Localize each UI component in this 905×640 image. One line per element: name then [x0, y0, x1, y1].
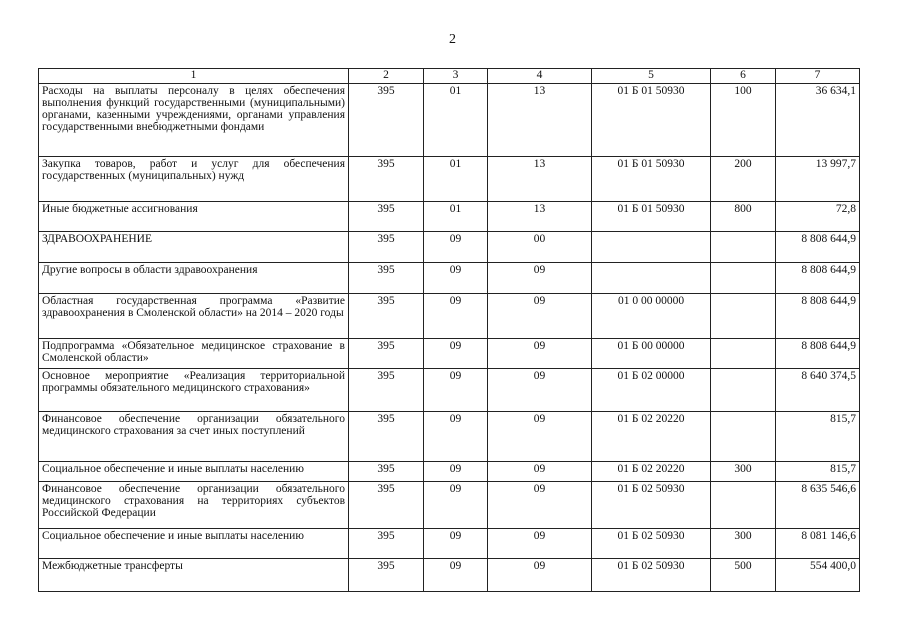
row-expense-type-cell: [711, 294, 776, 339]
row-target-item-cell: 01 Б 01 50930: [592, 202, 711, 232]
table-row: [39, 529, 860, 559]
row-section-cell: 09: [424, 529, 488, 559]
row-target-item-cell: 01 Б 02 00000: [592, 369, 711, 412]
row-expense-type-cell: 500: [711, 559, 776, 592]
header-cell-name: 1: [39, 69, 349, 84]
row-amount-cell: 8 808 644,9: [776, 339, 860, 369]
row-target-item-cell: 01 Б 00 00000: [592, 339, 711, 369]
row-expense-type-cell: [711, 369, 776, 412]
row-name-cell: Финансовое обеспечение организации обязательного медицинского страхования за счет иных поступлений: [39, 412, 349, 462]
row-amount-cell: 8 635 546,6: [776, 482, 860, 529]
row-amount-cell: 554 400,0: [776, 559, 860, 592]
row-grbs-cell: 395: [349, 529, 424, 559]
row-section-cell: 09: [424, 339, 488, 369]
row-amount-cell: 8 808 644,9: [776, 232, 860, 263]
row-section-cell: 09: [424, 263, 488, 294]
row-subsection-cell: 09: [488, 263, 592, 294]
header-cell-amount: 7: [776, 69, 860, 84]
row-expense-type-cell: [711, 412, 776, 462]
row-subsection-cell: 13: [488, 84, 592, 157]
row-amount-cell: 13 997,7: [776, 157, 860, 202]
row-expense-type-cell: [711, 263, 776, 294]
header-cell-subsection: 4: [488, 69, 592, 84]
row-section-cell: 09: [424, 294, 488, 339]
table-row: [39, 294, 860, 339]
row-section-cell: 01: [424, 202, 488, 232]
row-target-item-cell: 01 Б 02 50930: [592, 482, 711, 529]
table-row: [39, 339, 860, 369]
table-row: [39, 263, 860, 294]
header-cell-section: 3: [424, 69, 488, 84]
row-subsection-cell: 13: [488, 157, 592, 202]
table-row: [39, 462, 860, 482]
row-expense-type-cell: [711, 482, 776, 529]
row-name-cell: ЗДРАВООХРАНЕНИЕ: [39, 232, 349, 263]
row-grbs-cell: 395: [349, 369, 424, 412]
table-row: [39, 157, 860, 202]
row-subsection-cell: 09: [488, 559, 592, 592]
table-row: [39, 84, 860, 157]
row-name-cell: Социальное обеспечение и иные выплаты населению: [39, 462, 349, 482]
row-section-cell: 09: [424, 559, 488, 592]
row-grbs-cell: 395: [349, 559, 424, 592]
row-name-cell: Областная государственная программа «Развитие здравоохранения в Смоленской области» на 2014 – 2020 годы: [39, 294, 349, 339]
row-target-item-cell: 01 Б 02 50930: [592, 559, 711, 592]
row-target-item-cell: 01 Б 02 20220: [592, 412, 711, 462]
row-expense-type-cell: [711, 232, 776, 263]
row-section-cell: 09: [424, 369, 488, 412]
row-section-cell: 09: [424, 482, 488, 529]
row-expense-type-cell: 200: [711, 157, 776, 202]
row-section-cell: 09: [424, 462, 488, 482]
row-amount-cell: 8 640 374,5: [776, 369, 860, 412]
row-subsection-cell: 09: [488, 294, 592, 339]
budget-table: [38, 68, 860, 592]
row-grbs-cell: 395: [349, 202, 424, 232]
row-subsection-cell: 09: [488, 339, 592, 369]
row-target-item-cell: 01 Б 01 50930: [592, 157, 711, 202]
row-name-cell: Социальное обеспечение и иные выплаты населению: [39, 529, 349, 559]
row-grbs-cell: 395: [349, 412, 424, 462]
table-row: [39, 482, 860, 529]
row-target-item-cell: [592, 263, 711, 294]
row-name-cell: Расходы на выплаты персоналу в целях обеспечения выполнения функций государственными (муниципальными) органами, казенными учреждениями, органами управления государственными внебюджетными фондами: [39, 84, 349, 157]
row-grbs-cell: 395: [349, 157, 424, 202]
row-target-item-cell: 01 0 00 00000: [592, 294, 711, 339]
row-expense-type-cell: 100: [711, 84, 776, 157]
row-name-cell: Другие вопросы в области здравоохранения: [39, 263, 349, 294]
row-section-cell: 01: [424, 84, 488, 157]
row-subsection-cell: 13: [488, 202, 592, 232]
table-row: [39, 232, 860, 263]
row-section-cell: 01: [424, 157, 488, 202]
row-amount-cell: 72,8: [776, 202, 860, 232]
row-amount-cell: 815,7: [776, 412, 860, 462]
row-grbs-cell: 395: [349, 263, 424, 294]
row-amount-cell: 36 634,1: [776, 84, 860, 157]
row-subsection-cell: 00: [488, 232, 592, 263]
row-grbs-cell: 395: [349, 462, 424, 482]
row-section-cell: 09: [424, 232, 488, 263]
row-name-cell: Основное мероприятие «Реализация территориальной программы обязательного медицинского страхования»: [39, 369, 349, 412]
row-target-item-cell: 01 Б 02 20220: [592, 462, 711, 482]
header-cell-target-item: 5: [592, 69, 711, 84]
table-row: [39, 202, 860, 232]
row-name-cell: Подпрограмма «Обязательное медицинское страхование в Смоленской области»: [39, 339, 349, 369]
row-grbs-cell: 395: [349, 339, 424, 369]
row-expense-type-cell: [711, 339, 776, 369]
table-row: [39, 559, 860, 592]
row-expense-type-cell: 800: [711, 202, 776, 232]
row-amount-cell: 8 081 146,6: [776, 529, 860, 559]
row-target-item-cell: 01 Б 01 50930: [592, 84, 711, 157]
row-name-cell: Закупка товаров, работ и услуг для обеспечения государственных (муниципальных) нужд: [39, 157, 349, 202]
row-expense-type-cell: 300: [711, 529, 776, 559]
row-amount-cell: 8 808 644,9: [776, 294, 860, 339]
header-cell-expense-type: 6: [711, 69, 776, 84]
row-amount-cell: 815,7: [776, 462, 860, 482]
row-name-cell: Финансовое обеспечение организации обязательного медицинского страхования на территориях субъектов Российской Федерации: [39, 482, 349, 529]
header-row: [39, 69, 860, 84]
row-name-cell: Иные бюджетные ассигнования: [39, 202, 349, 232]
row-expense-type-cell: 300: [711, 462, 776, 482]
table-row: [39, 369, 860, 412]
row-subsection-cell: 09: [488, 412, 592, 462]
row-subsection-cell: 09: [488, 482, 592, 529]
row-grbs-cell: 395: [349, 294, 424, 339]
row-section-cell: 09: [424, 412, 488, 462]
row-grbs-cell: 395: [349, 482, 424, 529]
row-grbs-cell: 395: [349, 232, 424, 263]
row-subsection-cell: 09: [488, 369, 592, 412]
table-row: [39, 412, 860, 462]
row-target-item-cell: 01 Б 02 50930: [592, 529, 711, 559]
row-amount-cell: 8 808 644,9: [776, 263, 860, 294]
row-grbs-cell: 395: [349, 84, 424, 157]
row-name-cell: Межбюджетные трансферты: [39, 559, 349, 592]
row-subsection-cell: 09: [488, 529, 592, 559]
row-subsection-cell: 09: [488, 462, 592, 482]
header-cell-grbs: 2: [349, 69, 424, 84]
row-target-item-cell: [592, 232, 711, 263]
page-number: 2: [449, 32, 456, 47]
